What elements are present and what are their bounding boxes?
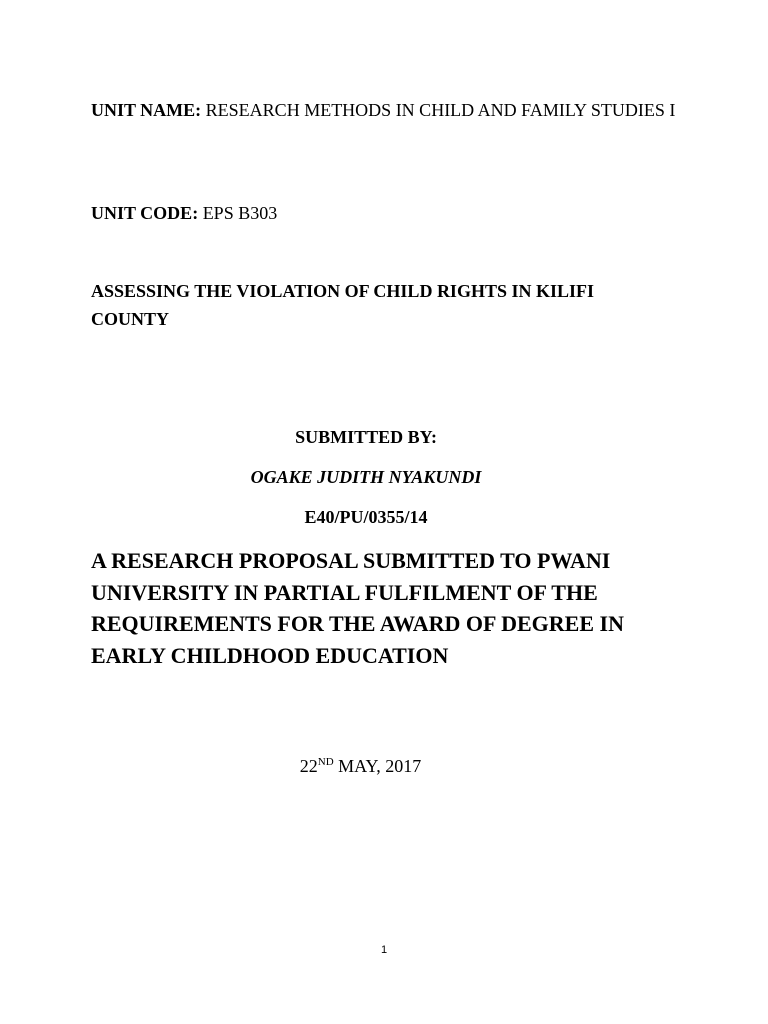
document-topic: ASSESSING THE VIOLATION OF CHILD RIGHTS IN KILIFI COUNTY <box>91 281 594 329</box>
submission-date <box>0 754 721 778</box>
unit-code-value: EPS B303 <box>202 203 278 223</box>
unit-code-label: UNIT CODE: <box>91 203 199 223</box>
unit-name-value: RESEARCH METHODS IN CHILD AND FAMILY STUDIES I <box>205 100 676 120</box>
author-name: OGAKE JUDITH NYAKUNDI <box>250 467 482 487</box>
proposal-statement: A RESEARCH PROPOSAL SUBMITTED TO PWANI UNIVERSITY IN PARTIAL FULFILMENT OF THE REQUIREMENTS FOR THE AWARD OF DEGREE IN EARLY CHILDHOOD EDUCATION <box>91 548 624 668</box>
registration-number: E40/PU/0355/14 <box>304 507 428 527</box>
unit-name-label: UNIT NAME: <box>91 100 202 120</box>
date-day: 22 <box>299 756 318 776</box>
submitted-by-heading: SUBMITTED BY: <box>295 427 437 447</box>
page-number: 1 <box>380 944 388 956</box>
unit-name-line <box>91 92 676 128</box>
date-rest: MAY, 2017 <box>338 756 422 776</box>
date-suffix: ND <box>317 756 334 768</box>
unit-code-line <box>91 201 676 225</box>
